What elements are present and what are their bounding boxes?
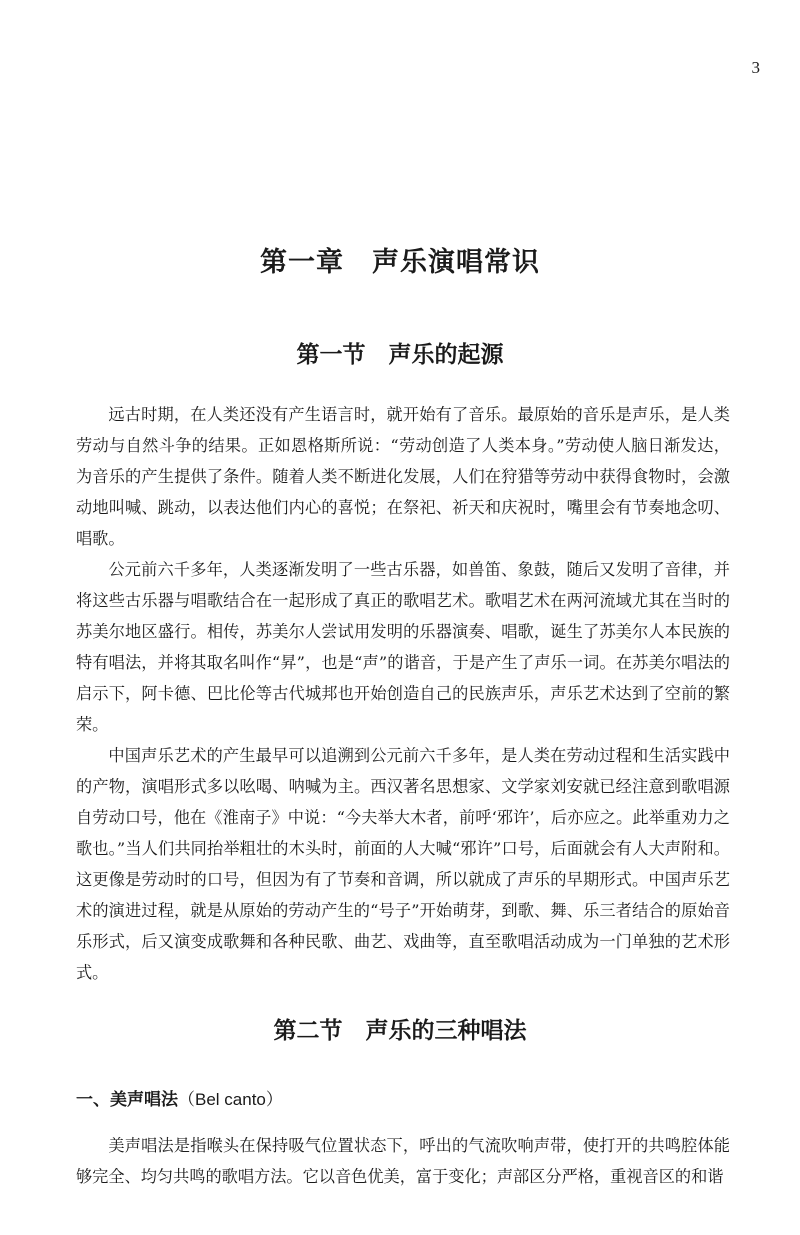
section-methods-body	[76, 1130, 730, 1192]
subheading-name: 美声唱法	[110, 1090, 178, 1110]
subheading-number: 一、	[76, 1090, 110, 1110]
section-title-origin: 第一节 声乐的起源	[296, 342, 504, 368]
section-title-singing-methods: 第二节 声乐的三种唱法	[273, 1018, 527, 1044]
paragraph: 公元前六千多年，人类逐渐发明了一些古乐器，如兽笛、象鼓，随后又发明了音律，并将这些古乐器与唱歌结合在一起形成了真正的歌唱艺术。歌唱艺术在两河流域尤其在当时的苏美尔地区盛行。相传，苏美尔人尝试用发明的乐器演奏、唱歌，诞生了苏美尔人本民族的特有唱法，并将其取名叫作“昇”，也是“声”的谐音，于是产生了声乐一词。在苏美尔唱法的启示下，阿卡德、巴比伦等古代城邦也开始创造自己的民族声乐，声乐艺术达到了空前的繁荣。	[76, 560, 730, 734]
paragraph: 中国声乐艺术的产生最早可以追溯到公元前六千多年，是人类在劳动过程和生活实践中的产物，演唱形式多以吆喝、呐喊为主。西汉著名思想家、文学家刘安就已经注意到歌唱源自劳动口号，他在《淮南子》中说：“今夫举大木者，前呼‘邪许’，后亦应之。此举重劝力之歌也。”当人们共同抬举粗壮的木头时，前面的人大喊“邪许”口号，后面就会有人大声附和。这更像是劳动时的口号，但因为有了节奏和音调，所以就成了声乐的早期形式。中国声乐艺术的演进过程，就是从原始的劳动产生的“号子”开始萌芽，到歌、舞、乐三者结合的原始音乐形式，后又演变成歌舞和各种民歌、曲艺、戏曲等，直至歌唱活动成为一门单独的艺术形式。	[76, 746, 730, 982]
paragraph: 美声唱法是指喉头在保持吸气位置状态下，呼出的气流吹响声带，使打开的共鸣腔体能够完全、均匀共鸣的歌唱方法。它以音色优美，富于变化；声部区分严格，重视音区的和谐	[76, 1136, 730, 1186]
subheading-bel-canto	[76, 1085, 283, 1110]
page-number: 3	[751, 58, 760, 77]
paragraph: 远古时期，在人类还没有产生语言时，就开始有了音乐。最原始的音乐是声乐，是人类劳动与自然斗争的结果。正如恩格斯所说：“劳动创造了人类本身。”劳动使人脑日渐发达，为音乐的产生提供了条件。随着人类不断进化发展，人们在狩猎等劳动中获得食物时，会激动地叫喊、跳动，以表达他们内心的喜悦；在祭祀、祈天和庆祝时，嘴里会有节奏地念叨、唱歌。	[76, 405, 730, 548]
chapter-title: 第一章 声乐演唱常识	[260, 247, 540, 278]
subheading-latin: （Bel canto）	[178, 1090, 283, 1109]
section-origin-body	[76, 399, 730, 988]
